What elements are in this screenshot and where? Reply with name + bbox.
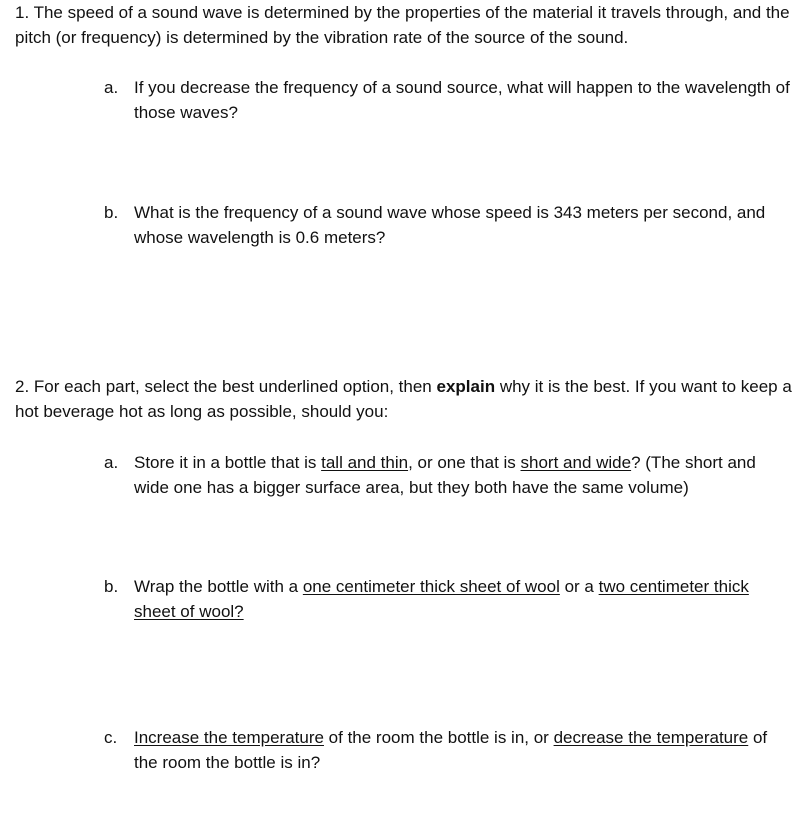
- option-one-centimeter-wool: one centimeter thick sheet of wool: [302, 577, 560, 596]
- question-2-stem: [15, 374, 795, 424]
- question-2b-letter: b.: [104, 577, 119, 596]
- question-2c-text: Increase the temperature of the room the bottle is in, or decrease the temperature of the room the bottle is in?: [134, 728, 768, 772]
- option-two-centimeter-wool: two centimeter thick sheet of wool?: [134, 577, 749, 621]
- question-2b-text: Wrap the bottle with a one centimeter thick sheet of wool or a two centimeter thick sheet of wool?: [134, 577, 749, 621]
- question-2a: [104, 450, 794, 500]
- question-1-stem: 1. The speed of a sound wave is determined by the properties of the material it travels through, and the pitch (or frequency) is determined by the vibration rate of the source of the sound.: [15, 3, 790, 47]
- question-2a-letter: a.: [104, 453, 119, 472]
- option-tall-and-thin: tall and thin: [321, 453, 409, 472]
- question-2-stem-bold: explain: [436, 377, 496, 396]
- question-1a-text: If you decrease the frequency of a sound source, what will happen to the wavelength of those waves?: [134, 78, 790, 122]
- question-2c: [104, 725, 794, 775]
- question-2b: [104, 574, 794, 624]
- question-1a-letter: a.: [104, 78, 119, 97]
- question-2-stem-start: 2. For each part, select the best underlined option, then: [15, 377, 437, 396]
- option-increase-temperature: Increase the temperature: [134, 728, 324, 747]
- question-2a-text: Store it in a bottle that is tall and thin, or one that is short and wide? (The short and wide one has a bigger surface area, but they both have the same volume): [134, 453, 756, 497]
- option-short-and-wide: short and wide: [520, 453, 632, 472]
- question-1b-text: What is the frequency of a sound wave whose speed is 343 meters per second, and whose wavelength is 0.6 meters?: [134, 203, 766, 247]
- question-2c-letter: c.: [104, 728, 118, 747]
- question-1a: [104, 75, 794, 125]
- question-1b: [104, 200, 794, 250]
- question-2-stem-end: why it is the best. If you want to keep a hot beverage hot as long as possible, should you:: [15, 377, 792, 421]
- question-1b-letter: b.: [104, 203, 119, 222]
- option-decrease-temperature: decrease the temperature: [553, 728, 749, 747]
